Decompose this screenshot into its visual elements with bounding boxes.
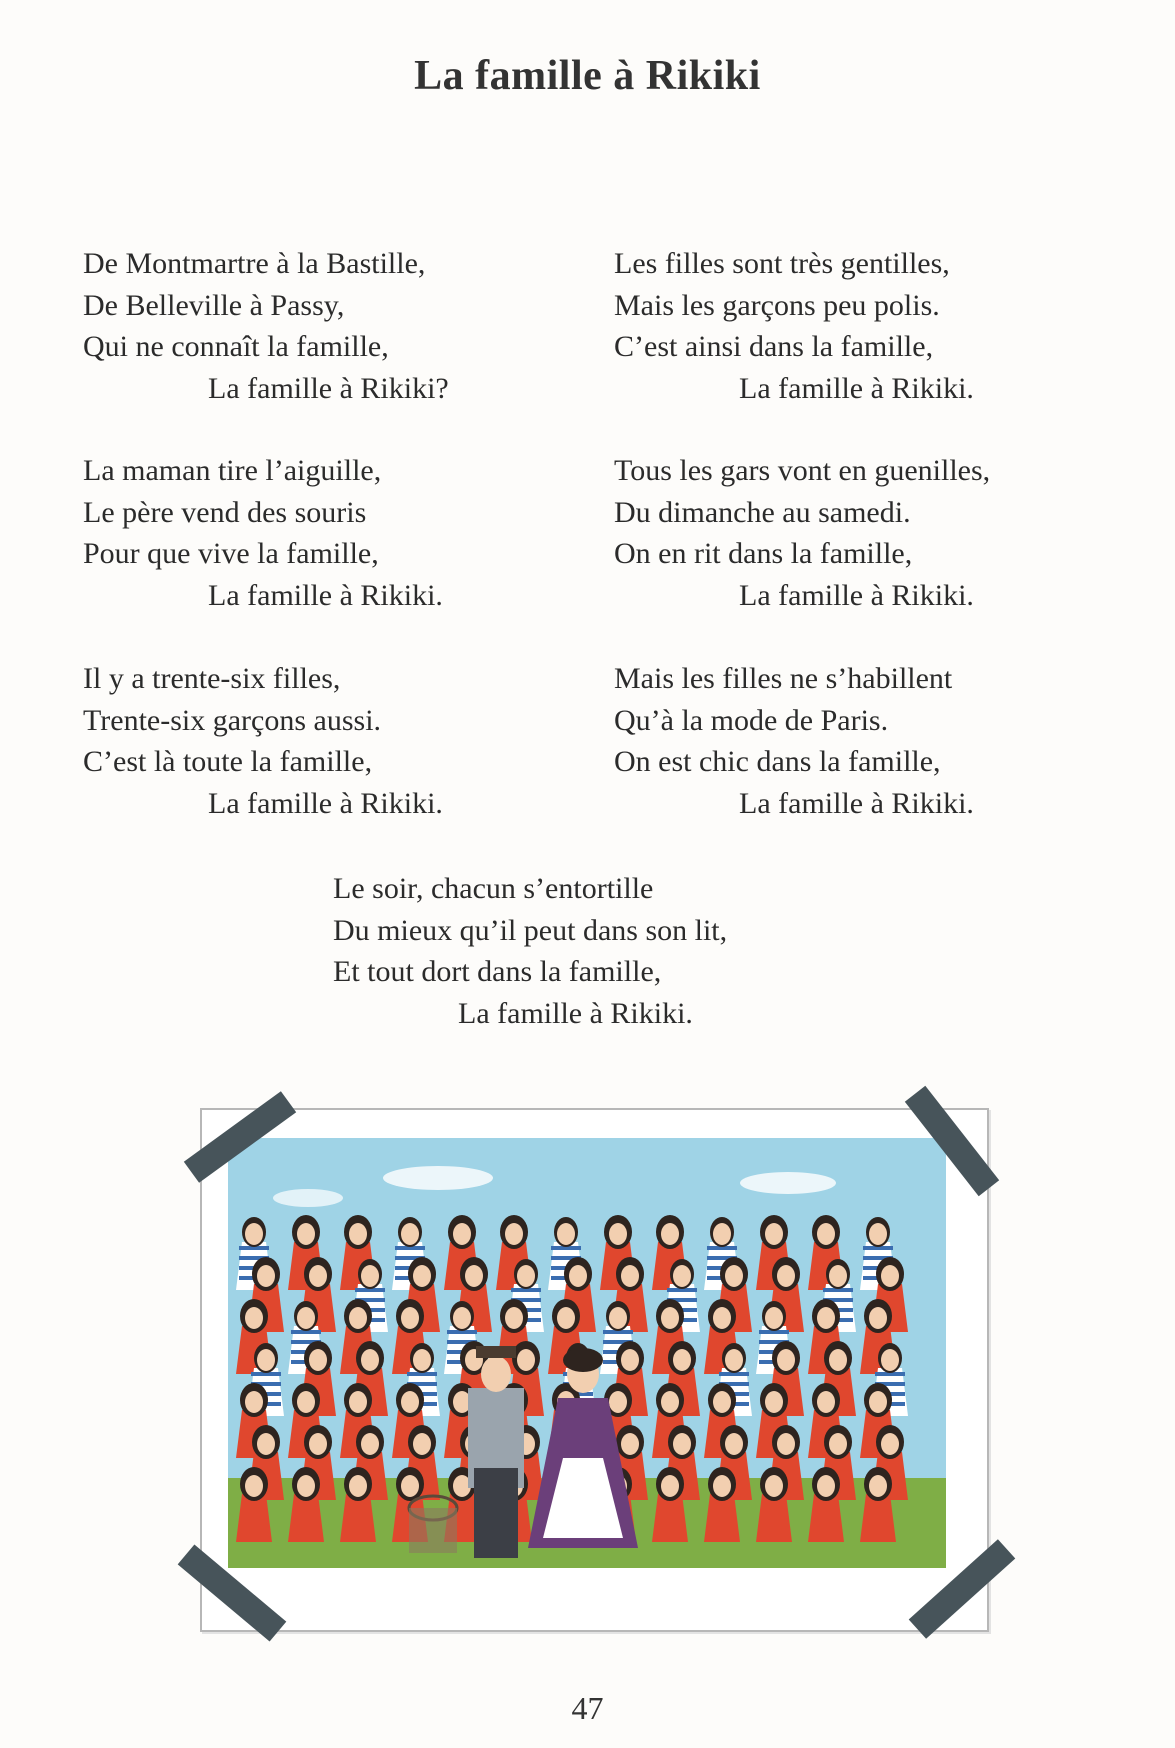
- verse-line: On est chic dans la famille,: [614, 745, 941, 778]
- face: [713, 1391, 731, 1413]
- father-face: [481, 1356, 511, 1392]
- refrain-line: La famille à Rikiki.: [739, 786, 974, 820]
- refrain-line: La famille à Rikiki.: [739, 371, 974, 405]
- page-number: 47: [571, 1690, 604, 1726]
- face: [401, 1391, 419, 1413]
- face: [453, 1223, 471, 1245]
- verse-line: C’est ainsi dans la famille,: [614, 330, 934, 363]
- face: [361, 1349, 379, 1371]
- face: [309, 1265, 327, 1287]
- girl-figure: [288, 1494, 324, 1542]
- face: [777, 1349, 795, 1371]
- illustration-frame: [200, 1108, 989, 1632]
- face: [869, 1223, 887, 1245]
- face: [829, 1433, 847, 1455]
- face: [661, 1391, 679, 1413]
- face: [609, 1307, 627, 1329]
- girl-figure: [236, 1494, 272, 1542]
- face: [673, 1349, 691, 1371]
- birdcage-body: [409, 1508, 457, 1553]
- face: [361, 1265, 379, 1287]
- face: [621, 1265, 639, 1287]
- verse-line: Le soir, chacun s’entortille: [333, 872, 654, 905]
- face: [309, 1349, 327, 1371]
- verse-line: Pour que vive la famille,: [83, 537, 379, 570]
- girl-figure: [860, 1494, 896, 1542]
- face: [725, 1265, 743, 1287]
- father-hat: [476, 1346, 516, 1358]
- refrain-line: La famille à Rikiki.: [208, 578, 443, 612]
- verse-line: Les filles sont très gentilles,: [614, 247, 950, 280]
- face: [621, 1433, 639, 1455]
- refrain-line: La famille à Rikiki.: [208, 786, 443, 820]
- face: [505, 1307, 523, 1329]
- verse-line: Tous les gars vont en guenilles,: [614, 454, 991, 487]
- stanza-4: [614, 243, 974, 409]
- verse-line: Mais les garçons peu polis.: [614, 288, 940, 322]
- face: [257, 1349, 275, 1371]
- mother-hair: [563, 1348, 603, 1372]
- verse-line: Qu’à la mode de Paris.: [614, 703, 889, 737]
- face: [517, 1349, 535, 1371]
- face: [673, 1433, 691, 1455]
- verse-line: De Montmartre à la Bastille,: [83, 247, 426, 280]
- face: [673, 1265, 691, 1287]
- face: [569, 1265, 587, 1287]
- stanza-6: [614, 658, 974, 824]
- face: [817, 1475, 835, 1497]
- face: [621, 1349, 639, 1371]
- face: [765, 1307, 783, 1329]
- face: [713, 1223, 731, 1245]
- girl-figure: [808, 1494, 844, 1542]
- verse-line: De Belleville à Passy,: [83, 288, 345, 322]
- face: [881, 1349, 899, 1371]
- verse-line: Le père vend des souris: [83, 495, 367, 529]
- stanza-7: [333, 868, 727, 1034]
- face: [297, 1475, 315, 1497]
- cloud: [740, 1172, 836, 1194]
- face: [609, 1223, 627, 1245]
- face: [725, 1349, 743, 1371]
- face: [869, 1475, 887, 1497]
- refrain-line: La famille à Rikiki?: [208, 371, 449, 405]
- face: [517, 1265, 535, 1287]
- face: [869, 1391, 887, 1413]
- cloud: [273, 1189, 343, 1207]
- verse-line: Qui ne connaît la famille,: [83, 330, 389, 363]
- face: [765, 1475, 783, 1497]
- face: [713, 1475, 731, 1497]
- refrain-line: La famille à Rikiki.: [739, 578, 974, 612]
- verse-line: Mais les filles ne s’habillent: [614, 662, 953, 695]
- face: [465, 1265, 483, 1287]
- face: [349, 1223, 367, 1245]
- face: [401, 1307, 419, 1329]
- face: [349, 1391, 367, 1413]
- face: [453, 1307, 471, 1329]
- face: [257, 1433, 275, 1455]
- face: [557, 1223, 575, 1245]
- family-painting: [228, 1138, 946, 1568]
- face: [245, 1475, 263, 1497]
- face: [661, 1307, 679, 1329]
- face: [401, 1475, 419, 1497]
- face: [413, 1265, 431, 1287]
- face: [297, 1307, 315, 1329]
- face: [309, 1433, 327, 1455]
- stanza-3: [83, 658, 443, 824]
- verse-line: Du mieux qu’il peut dans son lit,: [333, 913, 728, 947]
- face: [349, 1475, 367, 1497]
- face: [245, 1391, 263, 1413]
- face: [765, 1391, 783, 1413]
- face: [257, 1265, 275, 1287]
- verse-line: Trente-six garçons aussi.: [83, 703, 382, 737]
- face: [777, 1433, 795, 1455]
- face: [725, 1433, 743, 1455]
- girl-figure: [340, 1494, 376, 1542]
- face: [361, 1433, 379, 1455]
- face: [661, 1475, 679, 1497]
- father-trousers: [474, 1468, 518, 1558]
- face: [817, 1307, 835, 1329]
- girl-figure: [652, 1494, 688, 1542]
- verse-line: Du dimanche au samedi.: [614, 495, 911, 529]
- face: [413, 1349, 431, 1371]
- face: [505, 1223, 523, 1245]
- stanza-1: [83, 243, 449, 409]
- face: [413, 1433, 431, 1455]
- face: [777, 1265, 795, 1287]
- face: [881, 1433, 899, 1455]
- face: [881, 1265, 899, 1287]
- cloud: [383, 1166, 493, 1190]
- girl-figure: [756, 1494, 792, 1542]
- stanza-5: [614, 450, 990, 616]
- face: [829, 1265, 847, 1287]
- face: [297, 1391, 315, 1413]
- stanza-2: [83, 450, 443, 616]
- face: [661, 1223, 679, 1245]
- family-illustration: [228, 1138, 946, 1568]
- face: [609, 1391, 627, 1413]
- face: [713, 1307, 731, 1329]
- verse-line: C’est là toute la famille,: [83, 745, 373, 778]
- face: [765, 1223, 783, 1245]
- poem-title: La famille à Rikiki: [414, 53, 761, 99]
- face: [297, 1223, 315, 1245]
- refrain-line: La famille à Rikiki.: [458, 996, 693, 1030]
- verse-line: Il y a trente-six filles,: [83, 662, 341, 695]
- face: [349, 1307, 367, 1329]
- face: [557, 1307, 575, 1329]
- face: [401, 1223, 419, 1245]
- girl-figure: [704, 1494, 740, 1542]
- face: [245, 1223, 263, 1245]
- face: [829, 1349, 847, 1371]
- face: [869, 1307, 887, 1329]
- face: [817, 1223, 835, 1245]
- face: [817, 1391, 835, 1413]
- verse-line: Et tout dort dans la famille,: [333, 955, 662, 988]
- verse-line: La maman tire l’aiguille,: [83, 454, 382, 487]
- face: [245, 1307, 263, 1329]
- verse-line: On en rit dans la famille,: [614, 537, 913, 570]
